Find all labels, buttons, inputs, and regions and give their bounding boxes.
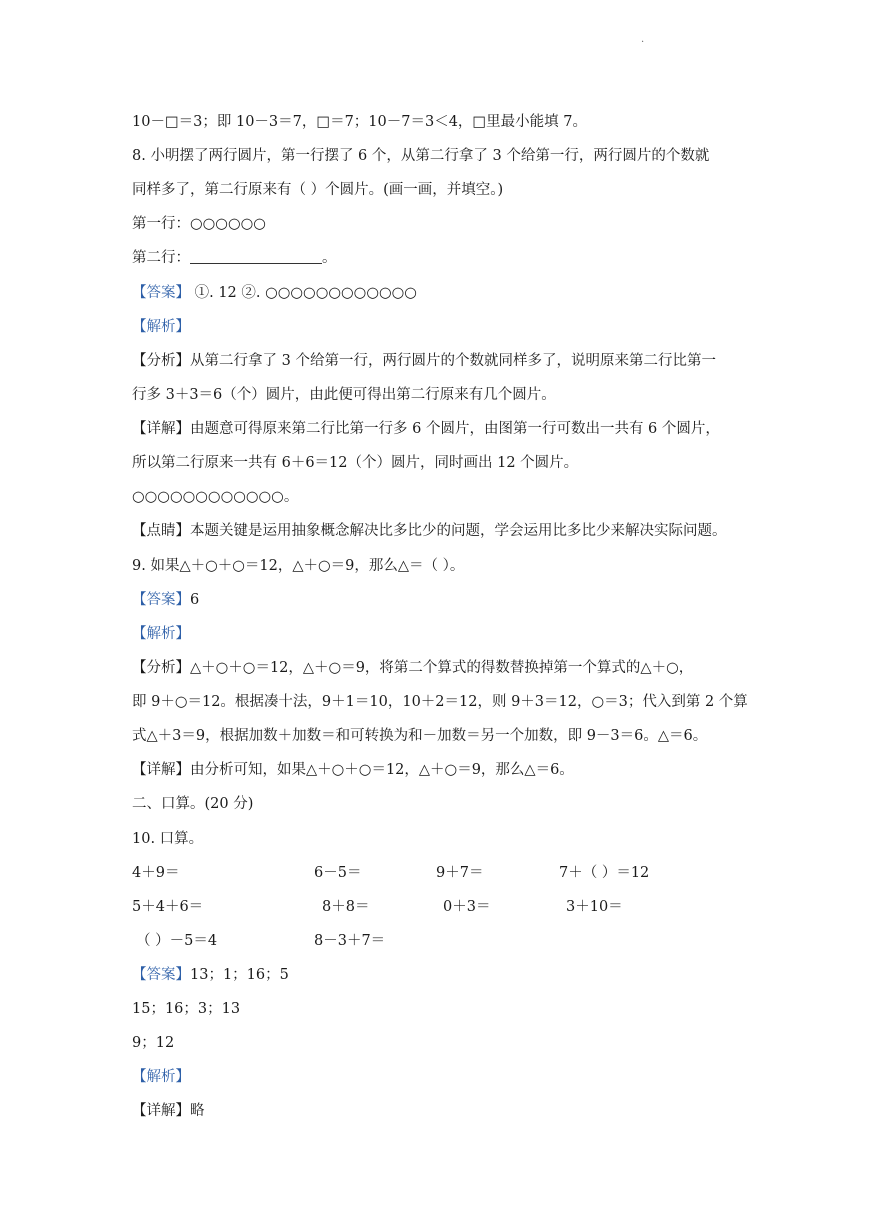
answer-10-line-3: 9；12 xyxy=(132,1035,175,1051)
xiangjie-tag: 【详解】 xyxy=(132,1103,190,1119)
xiangjie-8-line-2: 所以第二行原来一共有 6＋6＝12（个）圆片，同时画出 12 个圆片。 xyxy=(132,455,579,471)
answer-blank xyxy=(190,249,322,264)
oral-item: 9＋7＝ xyxy=(436,865,484,881)
oral-item: 5＋4＋6＝ xyxy=(132,899,204,915)
answer-9 xyxy=(132,590,199,610)
dianjing-text: 本题关键是运用抽象概念解决比多比少的问题，学会运用比多比少来解决实际问题。 xyxy=(190,523,727,539)
question-8-line-2: 同样多了，第二行原来有（ ）个圆片。(画一画，并填空。) xyxy=(132,182,504,198)
analysis-tag: 【解析】 xyxy=(132,1069,190,1085)
fenxi-8-line-2: 行多 3＋3＝6（个）圆片，由此便可得出第二行原来有几个圆片。 xyxy=(132,387,556,403)
fenxi-text: △＋○＋○＝12，△＋○＝9，将第二个算式的得数替换掉第一个算式的△＋○， xyxy=(190,660,694,676)
oral-item: 8－3＋7＝ xyxy=(314,933,386,949)
answer-8 xyxy=(132,283,417,303)
fenxi-tag: 【分析】 xyxy=(132,353,190,369)
oral-item: 4＋9＝ xyxy=(132,865,180,881)
question-10: 10. 口算。 xyxy=(132,831,204,847)
answer-10-line-2: 15；16；3；13 xyxy=(132,1001,241,1017)
fenxi-9-line-1 xyxy=(132,658,693,678)
answer-text: ①. 12 ②. ○○○○○○○○○○○○ xyxy=(190,285,417,301)
oral-item: 3＋10＝ xyxy=(566,899,623,915)
xiangjie-10 xyxy=(132,1101,205,1121)
row-two-label: 第二行： xyxy=(132,250,190,266)
answer-text: 13；1；16；5 xyxy=(190,967,289,983)
xiangjie-8-line-1 xyxy=(132,419,720,439)
oral-item: 6－5＝ xyxy=(314,865,362,881)
answer-tag: 【答案】 xyxy=(132,592,190,608)
fenxi-8-line-1 xyxy=(132,351,716,371)
oral-item: 0＋3＝ xyxy=(443,899,491,915)
row-one: 第一行：○○○○○○ xyxy=(132,216,266,232)
analysis-tag: 【解析】 xyxy=(132,626,190,642)
oral-item: 8＋8＝ xyxy=(322,899,370,915)
fenxi-9-line-2: 即 9＋○＝12。根据凑十法，9＋1＝10，10＋2＝12，则 9＋3＝12，○＝3；代入到第 2 个算 xyxy=(132,694,748,710)
fenxi-9-line-3: 式△＋3＝9，根据加数＋加数＝和可转换为和－加数＝另一个加数，即 9－3＝6。△＝6。 xyxy=(132,728,708,744)
xiangjie-tag: 【详解】 xyxy=(132,762,190,778)
answer-10 xyxy=(132,965,289,985)
xiangjie-text: 由题意可得原来第二行比第一行多 6 个圆片，由图第一行可数出一共有 6 个圆片， xyxy=(190,421,720,437)
header-mark: . xyxy=(641,34,645,45)
row-two xyxy=(132,248,337,268)
answer-tag: 【答案】 xyxy=(132,967,190,983)
xiangjie-text: 略 xyxy=(190,1103,205,1119)
answer-tag: 【答案】 xyxy=(132,285,190,301)
section-2-heading: 二、口算。(20 分) xyxy=(132,796,254,812)
xiangjie-tag: 【详解】 xyxy=(132,421,190,437)
xiangjie-text: 由分析可知，如果△＋○＋○＝12，△＋○＝9，那么△＝6。 xyxy=(190,762,574,778)
analysis-tag: 【解析】 xyxy=(132,319,190,335)
question-8-line-1: 8. 小明摆了两行圆片，第一行摆了 6 个，从第二行拿了 3 个给第一行，两行圆片的个数就 xyxy=(132,148,710,164)
dianjing-tag: 【点睛】 xyxy=(132,523,190,539)
fenxi-tag: 【分析】 xyxy=(132,660,190,676)
oral-item: （ ）－5＝4 xyxy=(136,933,218,949)
answer-text: 6 xyxy=(190,592,200,608)
oral-item: 7＋（ ）＝12 xyxy=(559,865,650,881)
xiangjie-8-line-3: ○○○○○○○○○○○○。 xyxy=(132,489,299,505)
question-9: 9. 如果△＋○＋○＝12，△＋○＝9，那么△＝（ ）。 xyxy=(132,558,465,574)
xiangjie-9 xyxy=(132,760,574,780)
text-line: 10－□＝3；即 10－3＝7，□＝7；10－7＝3＜4，□里最小能填 7。 xyxy=(132,114,587,130)
row-two-end: 。 xyxy=(322,250,337,266)
dianjing-8 xyxy=(132,521,727,541)
fenxi-text: 从第二行拿了 3 个给第一行，两行圆片的个数就同样多了，说明原来第二行比第一 xyxy=(190,353,716,369)
